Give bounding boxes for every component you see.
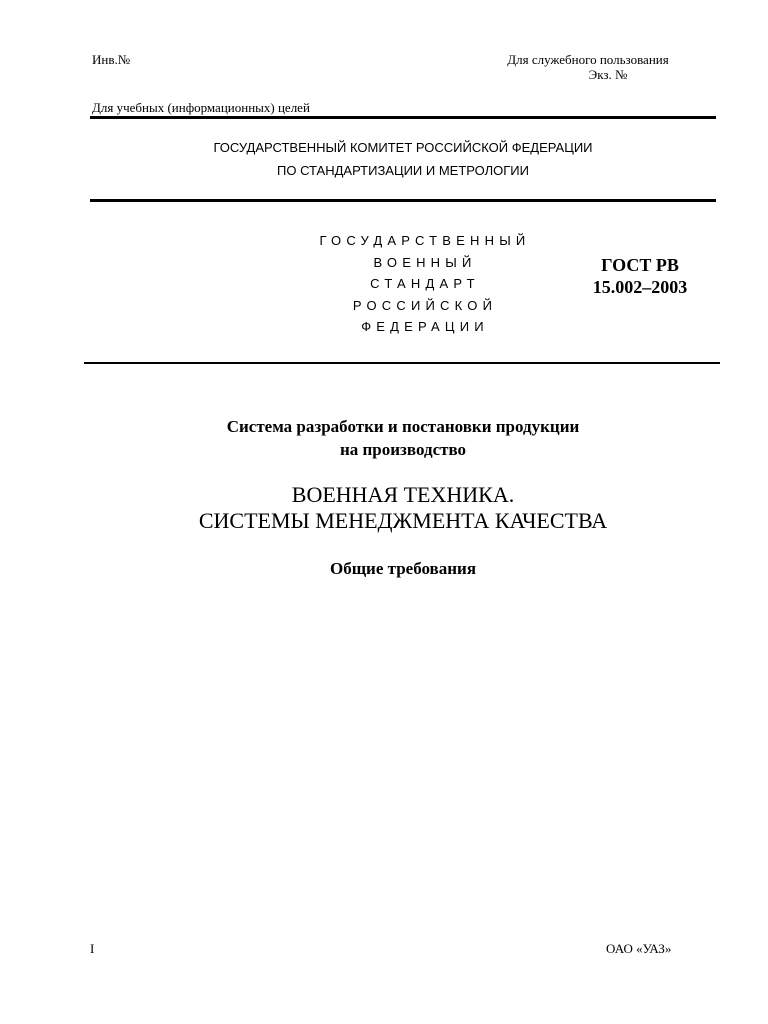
system-title [90,415,716,461]
committee-divider [90,199,716,202]
main-title-line-2: СИСТЕМЫ МЕНЕДЖМЕНТА КАЧЕСТВА [198,508,608,533]
committee-line-2: ПО СТАНДАРТИЗАЦИИ И МЕТРОЛОГИИ [277,163,529,178]
purpose-note: Для учебных (информационных) целей [92,100,310,115]
classification-text: Для служебного пользования [507,52,669,67]
committee-block [90,136,716,182]
standard-type-line-1: ГОСУДАРСТВЕННЫЙ [319,233,531,248]
top-divider [90,116,716,119]
standard-designation [560,254,720,298]
page-number: I [90,941,95,956]
standard-type-line-3: СТАНДАРТ [370,276,480,291]
main-title [90,482,716,534]
subtitle: Общие требования [329,559,477,578]
organization-label: ОАО «УАЗ» [606,941,672,956]
system-title-line-1: Система разработки и постановки продукции [226,417,580,436]
standard-type-line-4: РОССИЙСКОЙ [352,297,498,313]
standard-type-block [280,230,570,338]
copy-number-label: Экз. № [588,67,628,82]
standard-code: ГОСТ РВ [601,255,679,275]
standard-number: 15.002–2003 [592,277,688,297]
system-title-line-2: на производство [339,440,467,459]
standard-type-line-5: ФЕДЕРАЦИИ [361,319,489,334]
committee-line-1: ГОСУДАРСТВЕННЫЙ КОМИТЕТ РОССИЙСКОЙ ФЕДЕРАЦИИ [213,140,593,155]
classification-label [478,52,698,82]
designation-divider [84,362,720,364]
standard-type-line-2: ВОЕННЫЙ [373,254,477,270]
inventory-number-label: Инв.№ [92,52,131,67]
main-title-line-1: ВОЕННАЯ ТЕХНИКА. [291,482,515,507]
